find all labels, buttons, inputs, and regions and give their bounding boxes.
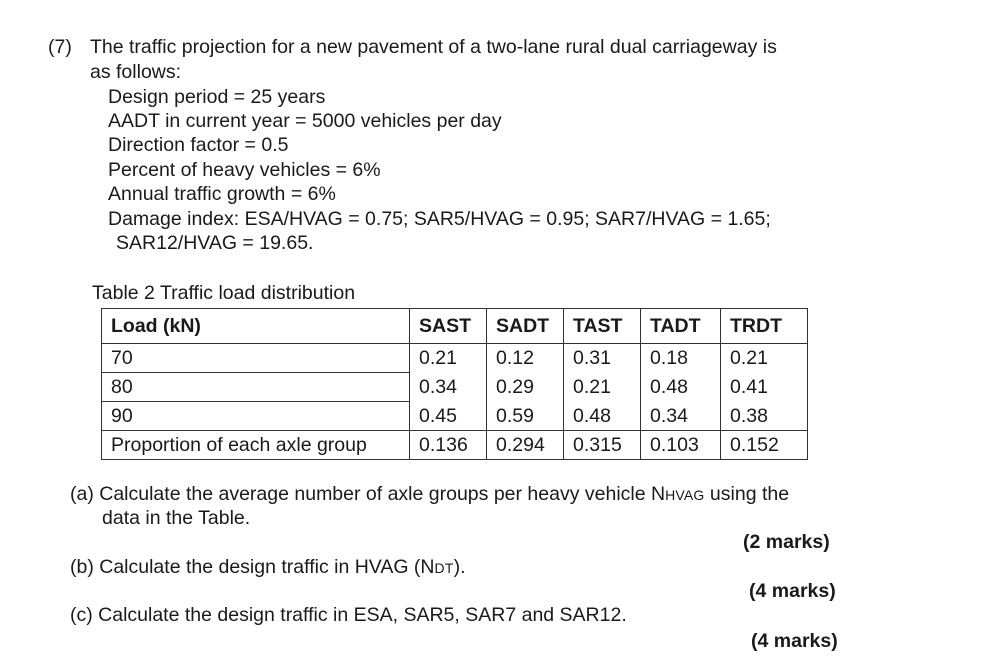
part-b-subscript: DT (434, 560, 454, 576)
param-design-period: Design period = 25 years (108, 86, 326, 108)
part-a-text: (a) Calculate the average number of axle groups per heavy vehicle N (70, 483, 666, 505)
table-header-row (102, 309, 808, 344)
table-cell: 0.21 (564, 373, 641, 402)
part-a-marks: (2 marks) (743, 531, 830, 553)
part-b-text-end: ). (453, 556, 466, 578)
header-tast: TAST (564, 309, 641, 344)
header-load: Load (kN) (102, 309, 410, 344)
cell-load: 70 (102, 344, 410, 373)
cell-load: 90 (102, 402, 410, 431)
part-c-line: (c) Calculate the design traffic in ESA, SAR5, SAR7 and SAR12. (70, 604, 627, 626)
param-heavy-vehicles: Percent of heavy vehicles = 6% (108, 159, 381, 181)
part-b-line (70, 555, 466, 580)
param-growth: Annual traffic growth = 6% (108, 183, 336, 205)
traffic-load-table (101, 308, 808, 460)
part-a-subscript: HVAG (665, 487, 705, 503)
header-sast: SAST (410, 309, 487, 344)
table-cell: 0.31 (564, 344, 641, 373)
part-c-marks: (4 marks) (751, 630, 838, 652)
table-row (102, 402, 808, 431)
table-cell: 0.315 (564, 431, 641, 460)
cell-load: Proportion of each axle group (102, 431, 410, 460)
param-damage-index-cont: SAR12/HVAG = 19.65. (116, 232, 314, 254)
table-row (102, 373, 808, 402)
table-cell: 0.21 (410, 344, 487, 373)
header-sadt: SADT (487, 309, 564, 344)
table-cell: 0.29 (487, 373, 564, 402)
table-cell: 0.45 (410, 402, 487, 431)
table-cell: 0.48 (564, 402, 641, 431)
part-a-line2: data in the Table. (102, 507, 251, 529)
part-b-text: (b) Calculate the design traffic in HVAG (N (70, 556, 435, 578)
table-cell: 0.34 (641, 402, 721, 431)
header-trdt: TRDT (721, 309, 808, 344)
part-a-line1 (70, 482, 789, 507)
table-cell: 0.38 (721, 402, 808, 431)
question-intro-line1: The traffic projection for a new pavement of a two-lane rural dual carriageway is (90, 36, 777, 58)
header-tadt: TADT (641, 309, 721, 344)
table-cell: 0.34 (410, 373, 487, 402)
cell-load: 80 (102, 373, 410, 402)
table-cell: 0.103 (641, 431, 721, 460)
table-cell: 0.136 (410, 431, 487, 460)
table-cell: 0.21 (721, 344, 808, 373)
table-cell: 0.41 (721, 373, 808, 402)
table-caption: Table 2 Traffic load distribution (92, 282, 356, 304)
part-a-text-end: using the (704, 483, 790, 505)
question-intro-line2: as follows: (90, 61, 182, 83)
table-cell: 0.152 (721, 431, 808, 460)
table-cell: 0.48 (641, 373, 721, 402)
param-direction-factor: Direction factor = 0.5 (108, 134, 289, 156)
question-number: (7) (48, 36, 72, 58)
table-row (102, 431, 808, 460)
param-aadt: AADT in current year = 5000 vehicles per day (108, 110, 502, 132)
table-cell: 0.59 (487, 402, 564, 431)
table-cell: 0.294 (487, 431, 564, 460)
param-damage-index: Damage index: ESA/HVAG = 0.75; SAR5/HVAG = 0.95; SAR7/HVAG = 1.65; (108, 208, 771, 230)
table-cell: 0.18 (641, 344, 721, 373)
part-b-marks: (4 marks) (749, 580, 836, 602)
table-cell: 0.12 (487, 344, 564, 373)
table-row (102, 344, 808, 373)
